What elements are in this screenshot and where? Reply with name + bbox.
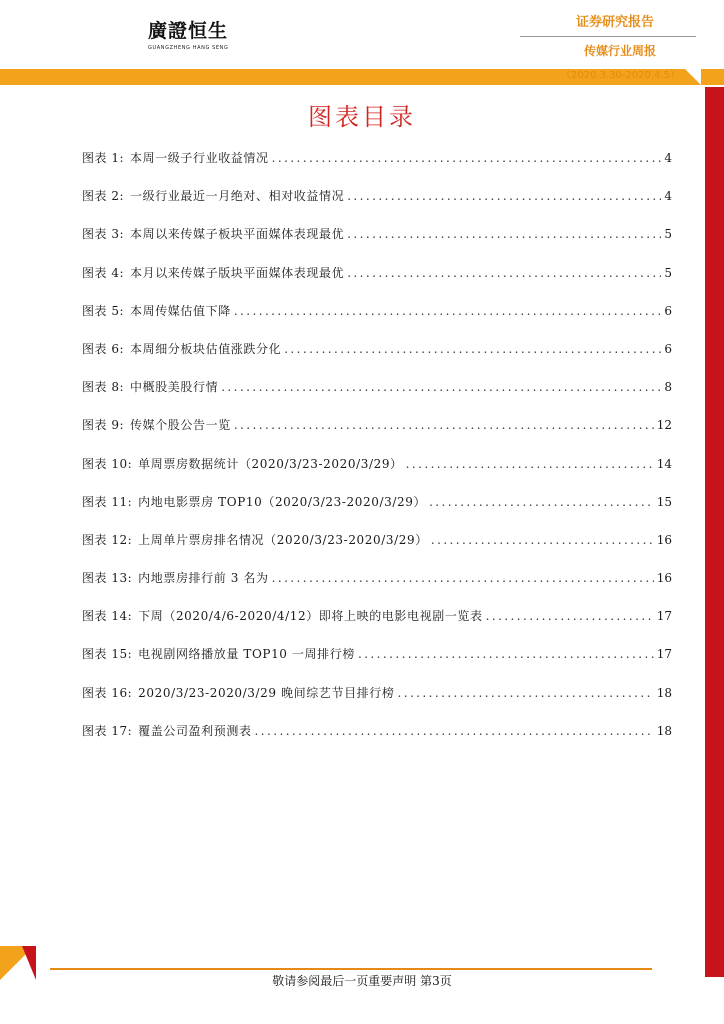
toc-entry-leader-dots <box>221 379 661 395</box>
toc-entry-leader-dots <box>406 456 654 472</box>
toc-entry-text: 内地票房排行前 3 名为 <box>138 571 269 586</box>
toc-entry-page-number: 8 <box>664 380 672 395</box>
toc-entry-label: 图表 5: <box>82 303 124 318</box>
toc-entry-page-number: 4 <box>664 189 672 204</box>
toc-entry-label: 图表 14: <box>82 609 133 624</box>
toc-entry-text: 本周细分板块估值涨跌分化 <box>130 341 282 356</box>
toc-entry-text: 单周票房数据统计（2020/3/23-2020/3/29） <box>138 456 403 471</box>
toc-entry-leader-dots <box>272 570 654 586</box>
toc-entry-label: 图表 9: <box>82 418 124 433</box>
toc-entry[interactable] <box>82 646 672 684</box>
footer-disclaimer: 敬请参阅最后一页重要声明 第3页 <box>272 974 452 988</box>
toc-entry-page-number: 12 <box>656 418 672 433</box>
toc-entry-leader-dots <box>397 685 653 701</box>
toc-entry[interactable] <box>82 494 672 532</box>
toc-title: 图表目录 <box>308 103 416 131</box>
toc-entry-label: 图表 12: <box>82 532 133 547</box>
toc-entry[interactable] <box>82 685 672 723</box>
toc-entry-text: 一级行业最近一月绝对、相对收益情况 <box>130 189 345 204</box>
toc-entry-page-number: 6 <box>664 341 672 356</box>
toc-list <box>82 150 672 761</box>
toc-entry-page-number: 4 <box>664 151 672 165</box>
toc-entry-text: 上周单片票房排名情况（2020/3/23-2020/3/29） <box>138 532 428 547</box>
toc-entry-text: 中概股美股行情 <box>130 380 219 395</box>
toc-entry-label: 图表 4: <box>82 265 124 280</box>
toc-entry-text: 本周传媒估值下降 <box>130 303 231 318</box>
toc-entry-label: 图表 15: <box>82 647 133 662</box>
report-title: 传媒行业周报 <box>583 44 656 58</box>
toc-entry[interactable] <box>82 303 672 341</box>
toc-entry[interactable] <box>82 570 672 608</box>
toc-entry[interactable] <box>82 608 672 646</box>
toc-entry-label: 图表 11: <box>82 494 133 509</box>
toc-entry-leader-dots <box>431 532 654 548</box>
toc-entry[interactable] <box>82 417 672 455</box>
header-divider <box>520 36 696 37</box>
toc-entry-page-number: 15 <box>656 494 672 509</box>
toc-entry-leader-dots <box>234 303 662 319</box>
toc-entry-page-number: 5 <box>664 227 672 242</box>
toc-entry-label: 图表 10: <box>82 456 133 471</box>
toc-entry-leader-dots <box>429 494 654 510</box>
toc-entry[interactable] <box>82 532 672 570</box>
toc-entry-page-number: 17 <box>656 647 672 662</box>
right-red-bar <box>705 87 724 977</box>
toc-entry-page-number: 18 <box>656 685 672 700</box>
toc-entry[interactable] <box>82 379 672 417</box>
toc-entry-leader-dots <box>347 226 661 242</box>
toc-entry-page-number: 6 <box>664 303 672 318</box>
toc-entry-label: 图表 8: <box>82 380 124 395</box>
toc-entry-leader-dots <box>347 265 661 281</box>
toc-entry-page-number: 18 <box>656 723 672 738</box>
company-logo <box>148 20 238 51</box>
toc-entry-label: 图表 6: <box>82 341 124 356</box>
toc-entry-label: 图表 16: <box>82 685 133 700</box>
toc-entry-page-number: 16 <box>656 532 672 547</box>
toc-entry-leader-dots <box>255 723 654 739</box>
toc-entry-label: 图表 17: <box>82 723 133 738</box>
logo-english-text: GUANGZHENG HANG SENG <box>148 45 229 51</box>
toc-entry-label: 图表 3: <box>82 227 124 242</box>
toc-entry-text: 电视剧网络播放量 TOP10 一周排行榜 <box>138 647 355 662</box>
toc-entry-text: 本周以来传媒子板块平面媒体表现最优 <box>130 227 345 242</box>
toc-entry-label: 图表 13: <box>82 571 133 586</box>
toc-entry-label: 图表 1: <box>82 151 124 165</box>
report-date-range: （2020.3.30-2020.4.5） <box>560 70 680 81</box>
logo-chinese-text: 廣證恒生 <box>148 20 229 42</box>
toc-entry[interactable] <box>82 188 672 226</box>
toc-entry[interactable] <box>82 226 672 264</box>
toc-entry-page-number: 5 <box>664 265 672 280</box>
toc-entry[interactable] <box>82 723 672 761</box>
footer-divider <box>50 968 652 970</box>
toc-entry-leader-dots <box>234 417 654 433</box>
header-band-notch <box>685 69 701 85</box>
toc-entry-leader-dots <box>358 646 654 662</box>
toc-entry-text: 本周一级子行业收益情况 <box>130 151 269 165</box>
toc-entry-page-number: 17 <box>656 609 672 624</box>
toc-entry[interactable] <box>82 456 672 494</box>
toc-entry-page-number: 14 <box>656 456 672 471</box>
toc-entry-leader-dots <box>284 341 661 357</box>
toc-entry-leader-dots <box>347 188 661 204</box>
toc-entry-text: 传媒个股公告一览 <box>130 418 231 433</box>
toc-entry-leader-dots <box>272 150 662 166</box>
report-type: 证券研究报告 <box>575 15 654 30</box>
toc-entry-label: 图表 2: <box>82 189 124 204</box>
report-header <box>494 14 694 32</box>
toc-entry[interactable] <box>82 341 672 379</box>
toc-entry-text: 本月以来传媒子版块平面媒体表现最优 <box>130 265 345 280</box>
toc-entry-text: 内地电影票房 TOP10（2020/3/23-2020/3/29） <box>138 494 427 509</box>
toc-entry-page-number: 16 <box>656 571 672 586</box>
toc-entry[interactable] <box>82 150 672 188</box>
toc-entry-text: 下周（2020/4/6-2020/4/12）即将上映的电影电视剧一览表 <box>138 609 483 624</box>
toc-entry-text: 2020/3/23-2020/3/29 晚间综艺节目排行榜 <box>138 685 395 700</box>
toc-entry[interactable] <box>82 265 672 303</box>
toc-entry-leader-dots <box>486 608 654 624</box>
toc-entry-text: 覆盖公司盈利预测表 <box>138 723 252 738</box>
